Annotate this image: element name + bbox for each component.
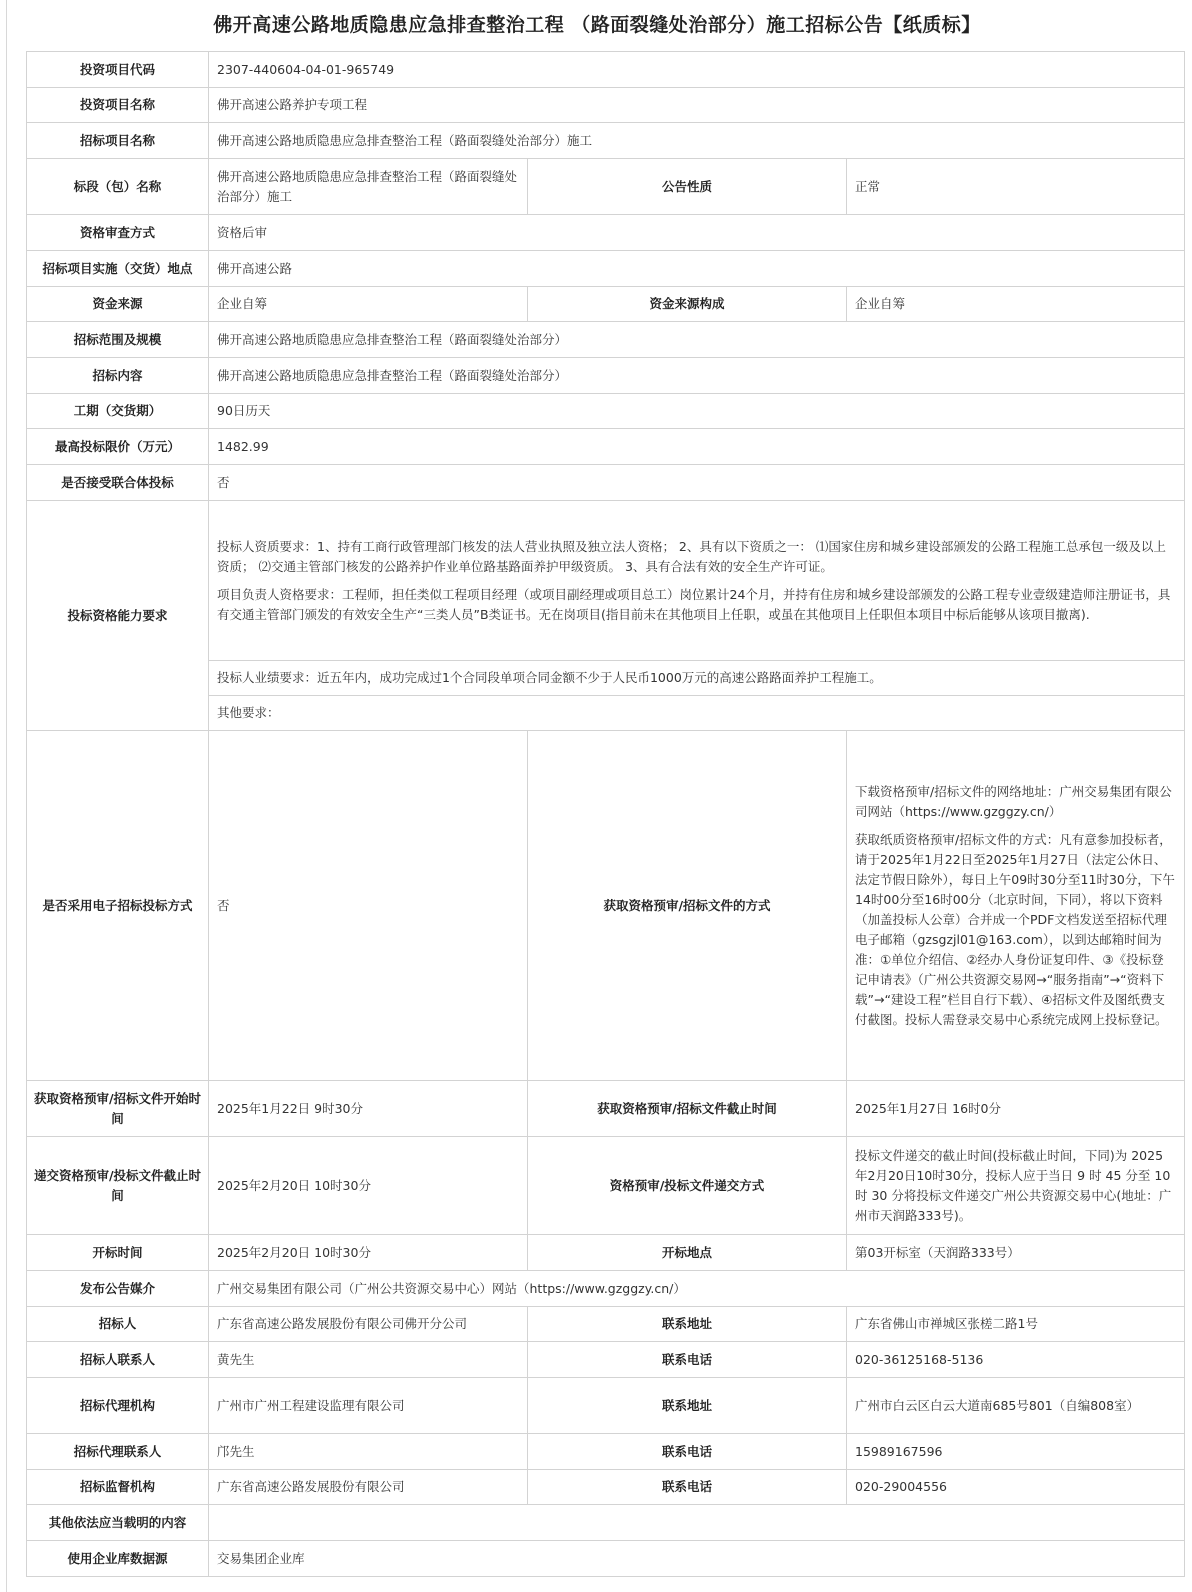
media-value: 广州交易集团有限公司（广州公共资源交易中心）网站（https://www.gzggzy.cn/） bbox=[209, 1271, 1185, 1307]
opening-place-value: 第03开标室（天润路333号） bbox=[847, 1235, 1185, 1271]
max-price-label: 最高投标限价（万元） bbox=[27, 429, 209, 465]
supervisor-phone-label: 联系电话 bbox=[528, 1470, 847, 1505]
row-section bbox=[27, 159, 1185, 215]
project-name-value: 佛开高速公路养护专项工程 bbox=[209, 88, 1185, 123]
row-tenderer-contact bbox=[27, 1342, 1185, 1378]
tenderer-phone-label: 联系电话 bbox=[528, 1342, 847, 1378]
row-qualification-req-1 bbox=[27, 501, 1185, 661]
row-supervisor bbox=[27, 1470, 1185, 1505]
row-project-name bbox=[27, 88, 1185, 123]
other-requirement-text: 其他要求： bbox=[209, 696, 1185, 731]
fund-composition-value: 企业自筹 bbox=[847, 287, 1185, 322]
row-other bbox=[27, 1505, 1185, 1541]
fund-composition-label: 资金来源构成 bbox=[528, 287, 847, 322]
row-opening bbox=[27, 1235, 1185, 1271]
row-submit bbox=[27, 1137, 1185, 1235]
row-fund-source bbox=[27, 287, 1185, 322]
row-tender-project-name bbox=[27, 123, 1185, 159]
fund-source-label: 资金来源 bbox=[27, 287, 209, 322]
row-duration bbox=[27, 394, 1185, 429]
tenderer-address-label: 联系地址 bbox=[528, 1307, 847, 1342]
supervisor-value: 广东省高速公路发展股份有限公司 bbox=[209, 1470, 528, 1505]
submit-method-value: 投标文件递交的截止时间(投标截止时间，下同)为 2025 年2月20日10时30分，投标人应于当日 9 时 45 分至 10 时 30 分将投标文件递交广州公共资源交易中心(地址：广州市天润路333号)。 bbox=[847, 1137, 1185, 1235]
row-doc-time bbox=[27, 1081, 1185, 1137]
row-consortium bbox=[27, 465, 1185, 501]
qualification-req-main bbox=[209, 501, 1185, 661]
agency-phone-value: 15989167596 bbox=[847, 1434, 1185, 1470]
doc-start-label: 获取资格预审/招标文件开始时间 bbox=[27, 1081, 209, 1137]
row-scope bbox=[27, 322, 1185, 358]
notice-type-label: 公告性质 bbox=[528, 159, 847, 215]
consortium-value: 否 bbox=[209, 465, 1185, 501]
agency-label: 招标代理机构 bbox=[27, 1378, 209, 1434]
row-tenderer bbox=[27, 1307, 1185, 1342]
submit-method-label: 资格预审/投标文件递交方式 bbox=[528, 1137, 847, 1235]
row-location bbox=[27, 251, 1185, 287]
section-value: 佛开高速公路地质隐患应急排查整治工程（路面裂缝处治部分）施工 bbox=[209, 159, 528, 215]
qualification-req-label: 投标资格能力要求 bbox=[27, 501, 209, 731]
manager-qualification-text: 项目负责人资格要求：工程师，担任类似工程项目经理（或项目副经理或项目总工）岗位累计24个月，并持有住房和城乡建设部颁发的公路工程专业壹级建造师注册证书，具有交通主管部门颁发的有效安全生产“三类人员”B类证书。无在岗项目(指目前未在其他项目上任职，或虽在其他项目上任职但本项目中标后能够从该项目撤离). bbox=[217, 586, 1171, 622]
agency-address-value: 广州市白云区白云大道南685号801（自编808室） bbox=[847, 1378, 1185, 1434]
content-value: 佛开高速公路地质隐患应急排查整治工程（路面裂缝处治部分） bbox=[209, 358, 1185, 394]
agency-value: 广州市广州工程建设监理有限公司 bbox=[209, 1378, 528, 1434]
max-price-value: 1482.99 bbox=[209, 429, 1185, 465]
submit-deadline-value: 2025年2月20日 10时30分 bbox=[209, 1137, 528, 1235]
scope-value: 佛开高速公路地质隐患应急排查整治工程（路面裂缝处治部分） bbox=[209, 322, 1185, 358]
electronic-value: 否 bbox=[209, 731, 528, 1081]
supervisor-label: 招标监督机构 bbox=[27, 1470, 209, 1505]
tenderer-address-value: 广东省佛山市禅城区张槎二路1号 bbox=[847, 1307, 1185, 1342]
qualification-method-value: 资格后审 bbox=[209, 215, 1185, 251]
bidder-qualification-text: 投标人资质要求：1、持有工商行政管理部门核发的法人营业执照及独立法人资格； 2、具有以下资质之一： ⑴国家住房和城乡建设部颁发的公路工程施工总承包一级及以上资质； ⑵交通主管部门核发的公路养护作业单位路基路面养护甲级资质。 3、具有合法有效的安全生产许可证。 bbox=[217, 538, 1166, 574]
doc-acquire-method-label: 获取资格预审/招标文件的方式 bbox=[528, 731, 847, 1081]
project-code-label: 投资项目代码 bbox=[27, 52, 209, 88]
db-source-label: 使用企业库数据源 bbox=[27, 1541, 209, 1577]
section-label: 标段（包）名称 bbox=[27, 159, 209, 215]
submit-deadline-label: 递交资格预审/投标文件截止时间 bbox=[27, 1137, 209, 1235]
location-label: 招标项目实施（交货）地点 bbox=[27, 251, 209, 287]
media-label: 发布公告媒介 bbox=[27, 1271, 209, 1307]
tenderer-contact-value: 黄先生 bbox=[209, 1342, 528, 1378]
agency-address-label: 联系地址 bbox=[528, 1378, 847, 1434]
download-address-text: 下载资格预审/招标文件的网络地址：广州交易集团有限公司网站（https://www.gzggzy.cn/） bbox=[855, 783, 1172, 819]
row-content bbox=[27, 358, 1185, 394]
location-value: 佛开高速公路 bbox=[209, 251, 1185, 287]
tender-project-name-value: 佛开高速公路地质隐患应急排查整治工程（路面裂缝处治部分）施工 bbox=[209, 123, 1185, 159]
electronic-label: 是否采用电子招标投标方式 bbox=[27, 731, 209, 1081]
duration-label: 工期（交货期） bbox=[27, 394, 209, 429]
row-agency bbox=[27, 1378, 1185, 1434]
tenderer-phone-value: 020-36125168-5136 bbox=[847, 1342, 1185, 1378]
row-max-price bbox=[27, 429, 1185, 465]
qualification-method-label: 资格审查方式 bbox=[27, 215, 209, 251]
other-content-value bbox=[209, 1505, 1185, 1541]
supervisor-phone-value: 020-29004556 bbox=[847, 1470, 1185, 1505]
duration-value: 90日历天 bbox=[209, 394, 1185, 429]
page-title: 佛开高速公路地质隐患应急排查整治工程 （路面裂缝处治部分）施工招标公告【纸质标】 bbox=[213, 14, 981, 36]
tenderer-contact-label: 招标人联系人 bbox=[27, 1342, 209, 1378]
notice-page bbox=[6, 0, 1187, 1592]
doc-acquire-method-value bbox=[847, 731, 1185, 1081]
db-source-value: 交易集团企业库 bbox=[209, 1541, 1185, 1577]
notice-table bbox=[26, 51, 1185, 1577]
row-qualification-method bbox=[27, 215, 1185, 251]
scope-label: 招标范围及规模 bbox=[27, 322, 209, 358]
agency-contact-label: 招标代理联系人 bbox=[27, 1434, 209, 1470]
project-name-label: 投资项目名称 bbox=[27, 88, 209, 123]
row-project-code bbox=[27, 52, 1185, 88]
fund-source-value: 企业自筹 bbox=[209, 287, 528, 322]
tender-project-name-label: 招标项目名称 bbox=[27, 123, 209, 159]
tenderer-value: 广东省高速公路发展股份有限公司佛开分公司 bbox=[209, 1307, 528, 1342]
opening-place-label: 开标地点 bbox=[528, 1235, 847, 1271]
content-label: 招标内容 bbox=[27, 358, 209, 394]
opening-time-value: 2025年2月20日 10时30分 bbox=[209, 1235, 528, 1271]
row-media bbox=[27, 1271, 1185, 1307]
tenderer-label: 招标人 bbox=[27, 1307, 209, 1342]
other-content-label: 其他依法应当载明的内容 bbox=[27, 1505, 209, 1541]
row-electronic bbox=[27, 731, 1185, 1081]
opening-time-label: 开标时间 bbox=[27, 1235, 209, 1271]
agency-phone-label: 联系电话 bbox=[528, 1434, 847, 1470]
agency-contact-value: 邝先生 bbox=[209, 1434, 528, 1470]
consortium-label: 是否接受联合体投标 bbox=[27, 465, 209, 501]
row-db-source bbox=[27, 1541, 1185, 1577]
row-agency-contact bbox=[27, 1434, 1185, 1470]
paper-doc-method-text: 获取纸质资格预审/招标文件的方式：凡有意参加投标者，请于2025年1月22日至2025年1月27日（法定公休日、法定节假日除外），每日上午09时30分至11时30分，下午14时00分至16时00分（北京时间，下同），将以下资料（加盖投标人公章）合并成一个PDF文档发送至招标代理电子邮箱（gzsgzjl01@163.com），以到达邮箱时间为准：①单位介绍信、②经办人身份证复印件、③《投标登记申请表》（广州公共资源交易网→“服务指南”→“资料下载”→“建设工程”栏目自行下载）、④招标文件及图纸费支付截图。投标人需登录交易中心系统完成网上投标登记。 bbox=[855, 831, 1175, 1027]
doc-end-label: 获取资格预审/招标文件截止时间 bbox=[528, 1081, 847, 1137]
notice-type-value: 正常 bbox=[847, 159, 1185, 215]
doc-end-value: 2025年1月27日 16时0分 bbox=[847, 1081, 1185, 1137]
performance-requirement-text: 投标人业绩要求：近五年内，成功完成过1个合同段单项合同金额不少于人民币1000万元的高速公路路面养护工程施工。 bbox=[209, 661, 1185, 696]
project-code-value: 2307-440604-04-01-965749 bbox=[209, 52, 1185, 88]
doc-start-value: 2025年1月22日 9时30分 bbox=[209, 1081, 528, 1137]
